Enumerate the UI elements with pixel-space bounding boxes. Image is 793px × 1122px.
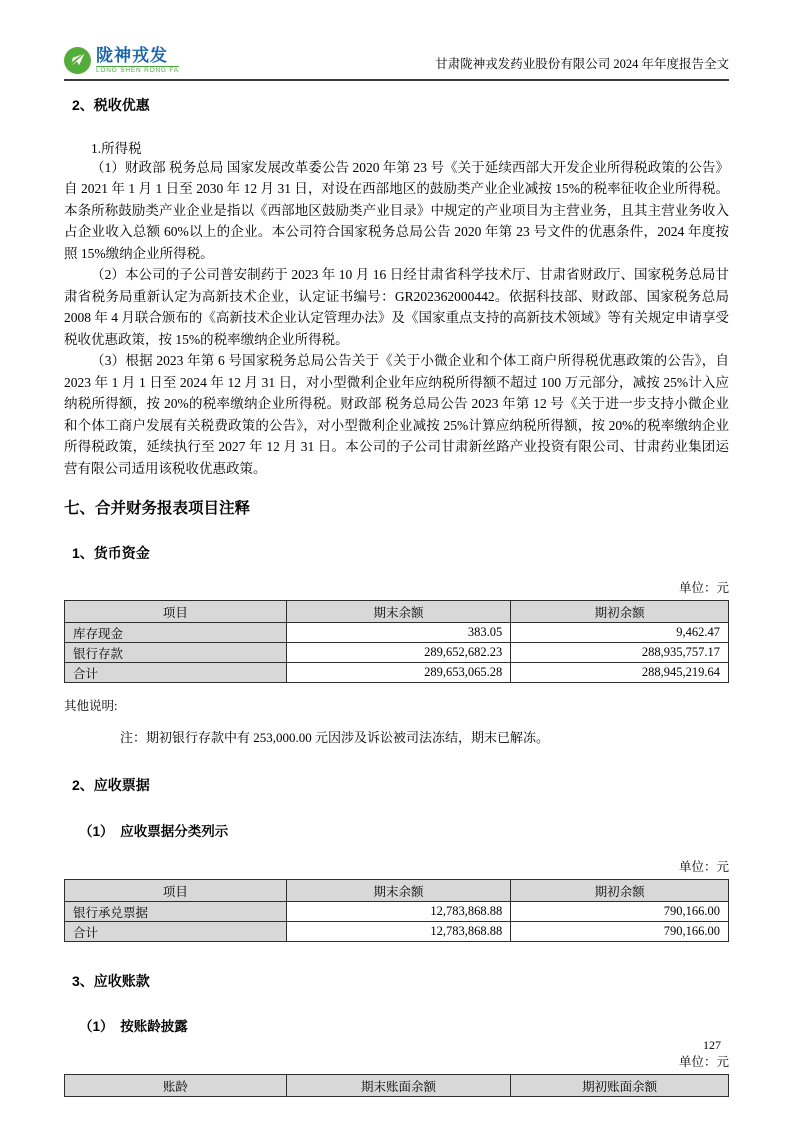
column-header-cell: 期初账面余额 xyxy=(511,1075,729,1097)
unit-label: 单位：元 xyxy=(678,1055,729,1069)
table-row xyxy=(65,922,729,942)
column-header-cell: 期末余额 xyxy=(286,601,510,623)
logo-text xyxy=(96,47,179,75)
value-cell: 288,935,757.17 xyxy=(511,643,729,663)
table-row xyxy=(65,643,729,663)
row-label-cell: 银行承兑票据 xyxy=(65,902,287,922)
column-header-cell: 项目 xyxy=(65,601,287,623)
value-cell: 12,783,868.88 xyxy=(286,922,510,942)
row-label-cell: 库存现金 xyxy=(65,623,287,643)
table-row xyxy=(65,902,729,922)
section-heading-tax-incentives: 2、税收优惠 xyxy=(72,96,150,113)
company-logo xyxy=(64,47,179,75)
column-header-cell: 账龄 xyxy=(65,1075,287,1097)
header-divider xyxy=(64,79,729,81)
other-notes-label: 其他说明: xyxy=(64,699,118,713)
table-header-row xyxy=(65,601,729,623)
value-cell: 9,462.47 xyxy=(511,623,729,643)
paragraph-tax-1: （1）财政部 税务总局 国家发展改革委公告 2020 年第 23 号《关于延续西部大开发企业所得税政策的公告》自 2021 年 1 月 1 日至 2030 年 12 月 31 日，对设在西部地区的鼓励类产业企业减按 15%的税率征收企业所得税。本条所称鼓励类产业企业是指以《西部地区鼓励类产业目录》中规定的产业项目为主营业务，且其主营业务收入占企业收入总额 60%以上的企业。本公司符合国家税务总局公告 2020 年第 23 号文件的优惠条件，2024 年度按照 15%缴纳企业所得税。 xyxy=(64,159,729,261)
section-heading-monetary-funds: 1、货币资金 xyxy=(72,545,150,561)
table-row xyxy=(65,663,729,683)
unit-label: 单位：元 xyxy=(678,860,729,874)
frozen-deposit-note: 注：期初银行存款中有 253,000.00 元因涉及诉讼被司法冻结，期末已解冻。 xyxy=(120,730,550,745)
row-label-cell: 合计 xyxy=(65,663,287,683)
logo-chinese-name: 陇神戎发 xyxy=(96,46,168,65)
subheading-aging-disclosure: （1） 按账龄披露 xyxy=(79,1019,188,1034)
chapter-heading-consolidated-notes: 七、合并财务报表项目注释 xyxy=(64,500,251,517)
column-header-cell: 期末余额 xyxy=(286,880,510,902)
row-label-cell: 银行存款 xyxy=(65,643,287,663)
paragraph-tax-3: （3）根据 2023 年第 6 号国家税务总局公告关于《关于小微企业和个体工商户所得税优惠政策的公告》，自 2023 年 1 月 1 日至 2024 年 12 月 31 日，对小型微利企业年应纳税所得额不超过 100 万元部分，减按 25%计入应纳税所得额，按 20%的税率缴纳企业所得税。财政部 税务总局公告 2023 年第 12 号《关于进一步支持小微企业和个体工商户发展有关税费政策的公告》，对小型微利企业减按 25%计算应纳税所得额，按 20%的税率缴纳企业所得税政策，延续执行至 2027 年 12 月 31 日。本公司的子公司甘肃新丝路产业投资有限公司、甘肃药业集团运营有限公司适用该税收优惠政策。 xyxy=(64,353,729,476)
value-cell: 289,653,065.28 xyxy=(286,663,510,683)
section-heading-notes-receivable: 2、应收票据 xyxy=(72,777,150,793)
paragraph-tax-2: （2）本公司的子公司普安制药于 2023 年 10 月 16 日经甘肃省科学技术厅、甘肃省财政厅、国家税务总局甘肃省税务局重新认定为高新技术企业，认定证书编号：GR202362000442。依据科技部、财政部、国家税务总局 2008 年 4 月联合颁布的《高新技术企业认定管理办法》及《国家重点支持的高新技术领域》等有关规定申请享受税收优惠政策，按 15%的税率缴纳企业所得税。 xyxy=(64,267,729,347)
unit-label: 单位：元 xyxy=(678,581,729,595)
row-label-cell: 合计 xyxy=(65,922,287,942)
logo-bird-icon xyxy=(64,47,91,74)
value-cell: 790,166.00 xyxy=(511,922,729,942)
monetary-funds-table xyxy=(64,600,729,683)
accounts-receivable-aging-table xyxy=(64,1074,729,1097)
logo-english-name: LONG SHEN RONG FA xyxy=(96,67,179,74)
table-header-row xyxy=(65,880,729,902)
value-cell: 288,945,219.64 xyxy=(511,663,729,683)
column-header-cell: 期初余额 xyxy=(511,601,729,623)
column-header-cell: 期初余额 xyxy=(511,880,729,902)
value-cell: 383.05 xyxy=(286,623,510,643)
column-header-cell: 项目 xyxy=(65,880,287,902)
notes-receivable-table xyxy=(64,879,729,942)
subheading-income-tax: 1.所得税 xyxy=(91,140,142,156)
page-number: 127 xyxy=(703,1038,721,1052)
table-header-row xyxy=(65,1075,729,1097)
value-cell: 289,652,682.23 xyxy=(286,643,510,663)
column-header-cell: 期末账面余额 xyxy=(286,1075,510,1097)
page-header xyxy=(64,0,729,75)
value-cell: 790,166.00 xyxy=(511,902,729,922)
value-cell: 12,783,868.88 xyxy=(286,902,510,922)
subheading-notes-receivable-classification: （1） 应收票据分类列示 xyxy=(79,824,229,839)
table-row xyxy=(65,623,729,643)
report-title: 甘肃陇神戎发药业股份有限公司 2024 年年度报告全文 xyxy=(435,56,729,71)
section-heading-accounts-receivable: 3、应收账款 xyxy=(72,973,150,989)
